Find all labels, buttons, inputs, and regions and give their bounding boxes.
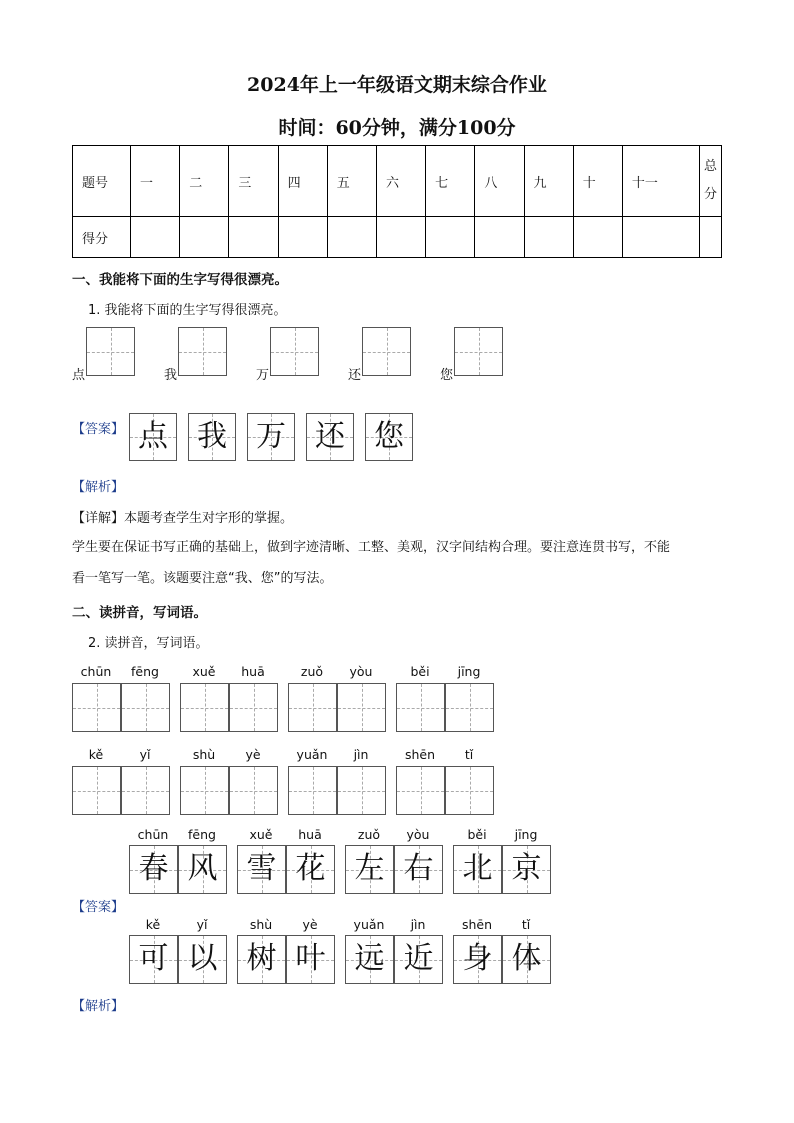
answer-char-box [129, 845, 178, 894]
column-header: 十一 [622, 146, 699, 217]
total-label-2: 分 [703, 187, 717, 202]
writing-grid[interactable] [121, 766, 170, 815]
pinyin-label: shēn [404, 747, 436, 762]
char-prompt: 我 [164, 368, 178, 383]
answer-char-box [178, 935, 227, 984]
column-header: 六 [376, 146, 425, 217]
pinyin-label: zuǒ [300, 664, 324, 679]
answer-char: 远 [354, 941, 385, 976]
pinyin-label: yè [302, 917, 318, 932]
column-header: 九 [524, 146, 573, 217]
pinyin-label: kě [145, 917, 161, 932]
answer-char: 身 [462, 941, 493, 976]
writing-grid[interactable] [180, 766, 229, 815]
pinyin-label: yǐ [139, 747, 151, 762]
answer-char: 叶 [295, 941, 326, 976]
answer-char-box [394, 935, 443, 984]
answer-char: 近 [403, 941, 434, 976]
pinyin-label: shù [249, 917, 273, 932]
writing-grid[interactable] [445, 683, 494, 732]
total-header [699, 146, 721, 217]
answer-char-box [286, 845, 335, 894]
pinyin-label: yǐ [196, 917, 208, 932]
table-row [73, 217, 722, 258]
column-header: 四 [278, 146, 327, 217]
answer-char-box [178, 845, 227, 894]
pinyin-label: tǐ [521, 917, 531, 932]
answer-char-box [188, 413, 236, 461]
column-header: 七 [426, 146, 475, 217]
pinyin-label: běi [410, 664, 430, 679]
writing-grid[interactable] [288, 766, 337, 815]
pinyin-label: kě [88, 747, 104, 762]
writing-grid[interactable] [86, 327, 135, 376]
pinyin-label: xuě [192, 664, 216, 679]
answer-char-box [345, 845, 394, 894]
score-cell[interactable] [131, 217, 180, 258]
answer-char: 您 [374, 419, 404, 454]
score-cell[interactable] [622, 217, 699, 258]
answer-char-box [345, 935, 394, 984]
writing-grid[interactable] [178, 327, 227, 376]
answer-char: 右 [403, 851, 434, 886]
char-prompt: 您 [440, 368, 454, 383]
total-label-1: 总 [703, 159, 717, 174]
pinyin-label: jìn [410, 917, 426, 932]
answer-char: 以 [187, 941, 218, 976]
pinyin-label: xuě [249, 827, 273, 842]
writing-grid[interactable] [337, 683, 386, 732]
column-header: 二 [180, 146, 229, 217]
question-text: 2. 读拼音，写词语。 [88, 636, 209, 651]
pinyin-label: běi [467, 827, 487, 842]
score-table [72, 145, 722, 258]
section-heading: 一、我能将下面的生字写得很漂亮。 [72, 272, 288, 288]
score-cell[interactable] [573, 217, 622, 258]
pinyin-label: zuǒ [357, 827, 381, 842]
writing-grid[interactable] [270, 327, 319, 376]
pinyin-label: jìn [353, 747, 369, 762]
pinyin-label: chūn [137, 827, 169, 842]
answer-char: 还 [315, 419, 345, 454]
answer-tag: 【答案】 [72, 900, 125, 915]
pinyin-label: huā [241, 664, 265, 679]
writing-grid[interactable] [362, 327, 411, 376]
row-label: 得分 [73, 217, 131, 258]
writing-grid[interactable] [180, 683, 229, 732]
score-cell[interactable] [229, 217, 278, 258]
column-header: 五 [327, 146, 376, 217]
score-cell[interactable] [475, 217, 524, 258]
score-cell[interactable] [699, 217, 721, 258]
pinyin-label: yè [245, 747, 261, 762]
column-header: 一 [131, 146, 180, 217]
pinyin-label: yòu [349, 664, 373, 679]
answer-char-box [502, 935, 551, 984]
writing-grid[interactable] [72, 683, 121, 732]
answer-char-box [129, 935, 178, 984]
analysis-paragraph: 学生要在保证书写正确的基础上，做到字迹清晰、工整、美观，汉字间结构合理。要注意连贯书写，不能 [72, 540, 671, 555]
answer-char: 京 [511, 851, 542, 886]
writing-grid[interactable] [396, 683, 445, 732]
answer-char-box [453, 845, 502, 894]
answer-tag: 【答案】 [72, 422, 125, 437]
writing-grid[interactable] [454, 327, 503, 376]
answer-char: 体 [511, 941, 542, 976]
page-subtitle: 时间：60分钟，满分100分 [278, 117, 516, 139]
answer-char: 可 [138, 941, 169, 976]
pinyin-label: shēn [461, 917, 493, 932]
analysis-tag: 【解析】 [72, 480, 125, 495]
answer-char: 风 [187, 851, 218, 886]
answer-char-box [247, 413, 295, 461]
char-prompt: 点 [72, 368, 86, 383]
analysis-tag: 【解析】 [72, 999, 125, 1014]
writing-grid[interactable] [121, 683, 170, 732]
answer-char-box [502, 845, 551, 894]
answer-char: 我 [197, 419, 227, 454]
pinyin-label: fēng [131, 664, 159, 679]
score-cell[interactable] [327, 217, 376, 258]
answer-char-box [365, 413, 413, 461]
answer-char-box [394, 845, 443, 894]
column-header: 三 [229, 146, 278, 217]
answer-char: 万 [256, 419, 286, 454]
writing-grid[interactable] [288, 683, 337, 732]
writing-grid[interactable] [445, 766, 494, 815]
detail-tag: 【详解】 [72, 511, 125, 526]
pinyin-label: jīng [514, 827, 538, 842]
answer-char: 树 [246, 941, 277, 976]
pinyin-label: yuǎn [296, 747, 328, 762]
writing-grid[interactable] [337, 766, 386, 815]
score-cell[interactable] [278, 217, 327, 258]
score-cell[interactable] [180, 217, 229, 258]
answer-char: 左 [354, 851, 385, 886]
pinyin-label: fēng [188, 827, 216, 842]
pinyin-label: yòu [406, 827, 430, 842]
score-cell[interactable] [524, 217, 573, 258]
score-cell[interactable] [376, 217, 425, 258]
pinyin-label: jīng [457, 664, 481, 679]
section-heading: 二、读拼音，写词语。 [72, 605, 207, 621]
answer-char: 春 [138, 851, 169, 886]
writing-grid[interactable] [396, 766, 445, 815]
answer-char-box [129, 413, 177, 461]
pinyin-label: huā [298, 827, 322, 842]
answer-char-box [237, 935, 286, 984]
answer-char: 雪 [246, 851, 277, 886]
pinyin-label: tǐ [464, 747, 474, 762]
pinyin-label: chūn [80, 664, 112, 679]
pinyin-label: shù [192, 747, 216, 762]
column-header: 十 [573, 146, 622, 217]
answer-char: 北 [462, 851, 493, 886]
writing-grid[interactable] [229, 683, 278, 732]
pinyin-label: yuǎn [353, 917, 385, 932]
answer-char: 点 [138, 419, 168, 454]
char-prompt: 还 [348, 368, 362, 383]
detail-text: 本题考查学生对字形的掌握。 [124, 511, 294, 526]
page-title: 2024年上一年级语文期末综合作业 [247, 74, 547, 96]
table-row [73, 146, 722, 217]
answer-char-box [237, 845, 286, 894]
answer-char: 花 [295, 851, 326, 886]
analysis-paragraph: 看一笔写一笔。该题要注意“我、您”的写法。 [72, 571, 333, 586]
answer-char-box [286, 935, 335, 984]
char-prompt: 万 [256, 368, 270, 383]
writing-grid[interactable] [229, 766, 278, 815]
writing-grid[interactable] [72, 766, 121, 815]
column-header: 八 [475, 146, 524, 217]
question-text: 1. 我能将下面的生字写得很漂亮。 [88, 303, 287, 318]
detail-line [72, 507, 293, 526]
score-cell[interactable] [426, 217, 475, 258]
row-label: 题号 [73, 146, 131, 217]
answer-char-box [306, 413, 354, 461]
answer-char-box [453, 935, 502, 984]
